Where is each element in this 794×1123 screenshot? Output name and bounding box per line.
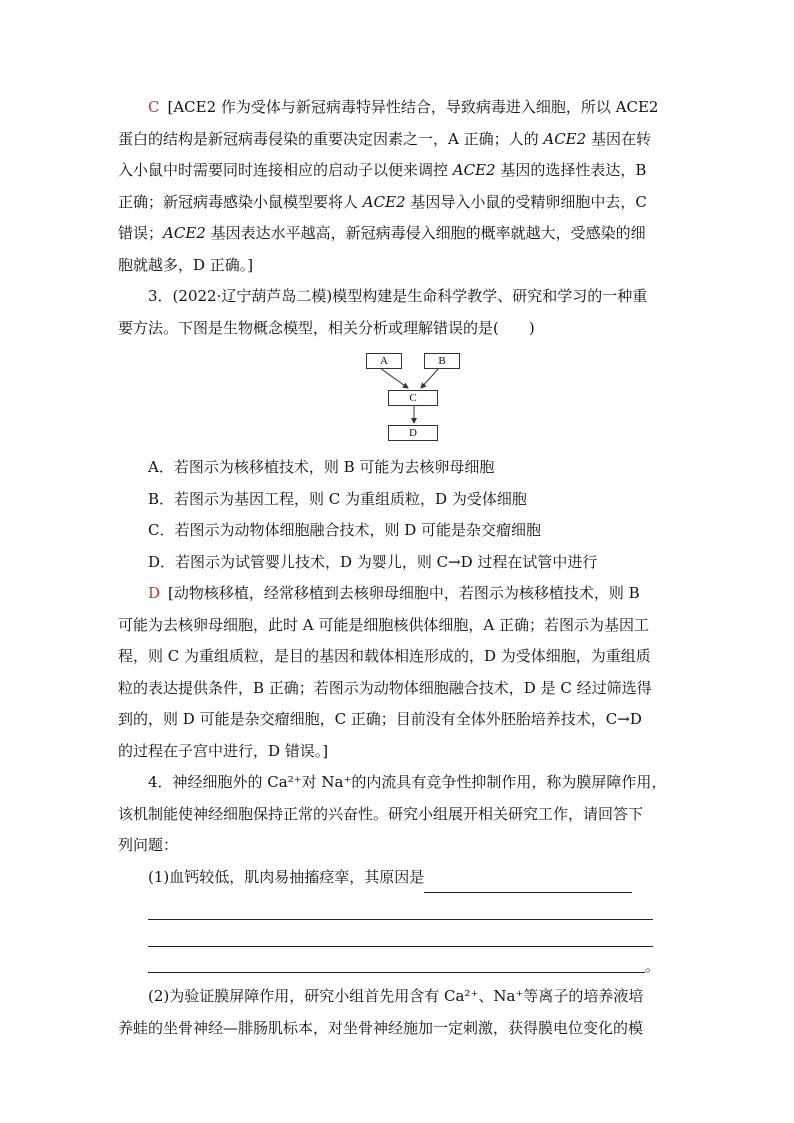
text: 基因导入小鼠的受精卵细胞中去，C (405, 192, 647, 211)
gene-name: ACE2 (362, 192, 406, 211)
text: 程，则 C 为重组质粒，是目的基因和载体相连形成的，D 为受体细胞，为重组质 (118, 647, 651, 665)
question-4-part-1 (118, 862, 680, 894)
box-d: D (388, 425, 438, 441)
answer-explanation-question-3 (118, 578, 680, 767)
text: 蛋白的结构是新冠病毒侵染的重要决定因素之一，A 正确；人的 (118, 129, 544, 148)
text: (1)血钙较低，肌肉易抽搐痉挛，其原因是 (148, 867, 425, 886)
text: 列问题： (118, 836, 179, 854)
answer-line[interactable] (148, 920, 653, 947)
period: 。 (645, 957, 661, 975)
text: 该机制能使神经细胞保持正常的兴奋性。研究小组展开相关研究工作，请回答下 (118, 804, 644, 823)
arrow-b-to-c (421, 368, 439, 388)
text: [动物核移植，经常移植到去核卵母细胞中，若图示为核移植技术，则 B (168, 584, 640, 602)
text: 基因在转 (586, 129, 651, 148)
text: 到的，则 D 可能是杂交瘤细胞，C 正确；目前没有全体外胚胎培养技术，C→D (118, 710, 642, 728)
text: 胞就越多，D 正确。] (118, 255, 254, 274)
option-d: D．若图示为试管婴儿技术，D 为婴儿，则 C→D 过程在试管中进行 (148, 552, 598, 571)
question-3-stem (118, 281, 680, 344)
text: 入小鼠中时需要同时连接相应的启动子以便来调控 (118, 161, 453, 179)
text: 基因表达水平越高，新冠病毒侵入细胞的概率就越大，受感染的细 (205, 224, 646, 242)
concept-model-diagram (118, 348, 680, 452)
text: 养蛙的坐骨神经—腓肠肌标本，对坐骨神经施加一定刺激，获得膜电位变化的模 (118, 1018, 644, 1037)
option-c: C．若图示为动物体细胞融合技术，则 D 可能是杂交瘤细胞 (148, 521, 542, 539)
gene-name: ACE2 (452, 161, 496, 179)
text: (2)为验证膜屏障作用，研究小组首先用含有 Ca²⁺、Na⁺等离子的培养液培 (148, 987, 644, 1005)
answer-line[interactable] (148, 893, 653, 920)
text: [ACE2 作为受体与新冠病毒特异性结合，导致病毒进入细胞，所以 ACE2 (167, 98, 659, 116)
option-a: A．若图示为核移植技术，则 B 可能为去核卵母细胞 (148, 458, 495, 476)
page-content (118, 92, 680, 1044)
text: 粒的表达提供条件，B 正确；若图示为动物体细胞融合技术，D 是 C 经过筛选得 (118, 678, 652, 697)
text: 要方法。下图是生物概念模型，相关分析或理解错误的是( ) (118, 318, 535, 337)
question-4-part-2 (118, 981, 680, 1044)
box-a: A (366, 353, 402, 369)
text: 正确；新冠病毒感染小鼠模型要将人 (118, 192, 363, 211)
text: 4．神经细胞外的 Ca²⁺对 Na⁺的内流具有竞争性抑制作用，称为膜屏障作用， (148, 773, 667, 791)
answer-explanation-block-1 (118, 92, 680, 281)
arrow-a-to-c (380, 368, 408, 388)
question-4-stem (118, 767, 680, 862)
text: 的过程在子宫中进行，D 错误。] (118, 741, 329, 760)
text: 3．(2022·辽宁葫芦岛二模)模型构建是生命科学教学、研究和学习的一种重 (148, 287, 648, 305)
text: 错误； (118, 224, 164, 242)
text: 可能为去核卵母细胞，此时 A 可能是细胞核供体细胞，A 正确；若图示为基因工 (118, 615, 649, 634)
question-3-options (118, 452, 680, 578)
answer-blank[interactable] (424, 872, 632, 893)
answer-letter: D (148, 584, 161, 602)
box-b: B (424, 353, 460, 369)
answer-line[interactable] (148, 946, 645, 973)
text: 基因的选择性表达，B (495, 161, 647, 179)
gene-name: ACE2 (163, 224, 206, 242)
option-b: B．若图示为基因工程，则 C 为重组质粒，D 为受体细胞 (148, 489, 527, 508)
box-c: C (388, 390, 438, 406)
answer-line-final[interactable] (148, 947, 680, 973)
gene-name: ACE2 (543, 129, 587, 148)
answer-letter: C (148, 98, 160, 116)
